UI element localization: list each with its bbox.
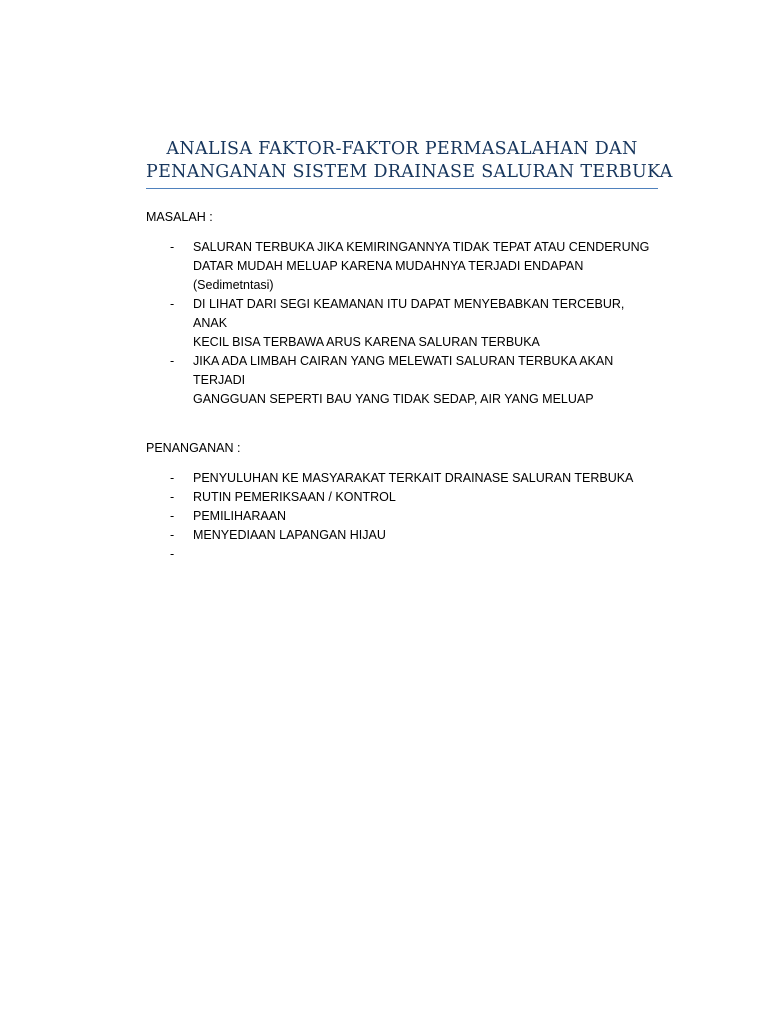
list-item-line: GANGGUAN SEPERTI BAU YANG TIDAK SEDAP, AIR YANG MELUAP	[193, 392, 594, 406]
list-item-line: SALURAN TERBUKA JIKA KEMIRINGANNYA TIDAK TEPAT ATAU CENDERUNG	[193, 240, 650, 254]
list-item	[146, 526, 658, 545]
list-item	[146, 545, 658, 564]
title-line-2: PENANGANAN SISTEM DRAINASE SALURAN TERBUKA	[146, 162, 673, 182]
list-item	[146, 295, 658, 352]
list-item-line: JIKA ADA LIMBAH CAIRAN YANG MELEWATI SALURAN TERBUKA AKAN TERJADI	[193, 354, 614, 387]
list-item-line: DI LIHAT DARI SEGI KEAMANAN ITU DAPAT MENYEBABKAN TERCEBUR, ANAK	[193, 297, 625, 330]
bullet-dash: -	[170, 297, 175, 311]
list-item-line: MENYEDIAAN LAPANGAN HIJAU	[193, 528, 386, 542]
document-title	[146, 138, 673, 189]
list-item	[146, 238, 658, 295]
bullet-dash: -	[170, 490, 175, 504]
list-item	[146, 352, 658, 409]
list-item-line: (Sedimetntasi)	[193, 278, 274, 292]
penanganan-list	[146, 469, 658, 564]
list-item	[146, 507, 658, 526]
list-item-line: DATAR MUDAH MELUAP KARENA MUDAHNYA TERJADI ENDAPAN	[193, 259, 584, 273]
document-page	[146, 138, 673, 564]
bullet-dash: -	[170, 509, 175, 523]
bullet-dash: -	[170, 240, 175, 254]
bullet-dash: -	[170, 528, 175, 542]
masalah-heading: MASALAH :	[146, 210, 213, 224]
bullet-dash: -	[170, 547, 175, 561]
list-item-line: KECIL BISA TERBAWA ARUS KARENA SALURAN TERBUKA	[193, 335, 540, 349]
title-line-1: ANALISA FAKTOR-FAKTOR PERMASALAHAN DAN	[166, 139, 638, 159]
list-item	[146, 469, 658, 488]
penanganan-heading: PENANGANAN :	[146, 441, 241, 455]
list-item-line: PENYULUHAN KE MASYARAKAT TERKAIT DRAINASE SALURAN TERBUKA	[193, 471, 634, 485]
masalah-list	[146, 238, 658, 409]
list-item-line: PEMILIHARAAN	[193, 509, 287, 523]
list-item	[146, 488, 658, 507]
list-item-line: RUTIN PEMERIKSAAN / KONTROL	[193, 490, 396, 504]
bullet-dash: -	[170, 354, 175, 368]
bullet-dash: -	[170, 471, 175, 485]
